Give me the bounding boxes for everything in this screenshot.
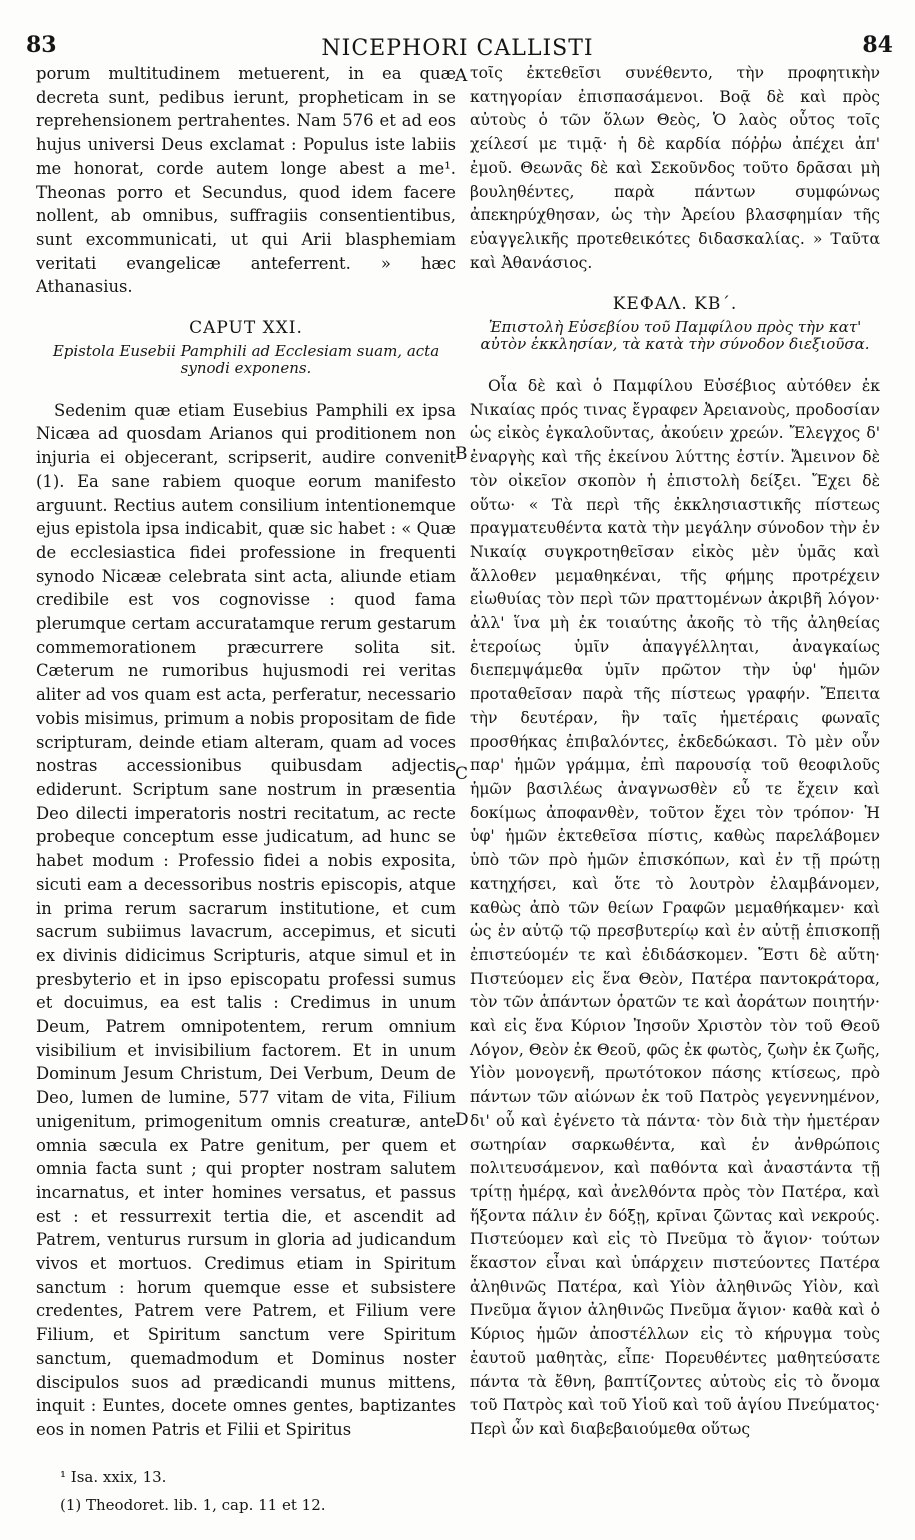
greek-column [470,62,880,1442]
greek-chapter-heading: ΚΕΦΑΛ. ΚΒ΄. [612,294,738,315]
latin-chapter-heading: CAPUT XXI. [189,318,303,339]
greek-paragraph-1: τοῖς ἐκτεθεῖσι συνέθεντο, τὴν προφητικὴν κατηγορίαν ἐπισπασάμενοι. Βοᾷ δὲ καὶ πρὸς αὐτοὺς ὁ τῶν ὅλων Θεὸς, Ὁ λαὸς οὗτος τοῖς χείλεσί με τιμᾷ· ἡ δὲ καρδία πόῤῥω ἀπέχει ἀπ' ἐμοῦ. Θεωνᾶς δὲ καὶ Σεκοῦνδος τοῦτο δρᾶσαι μὴ βουληθέντες, παρὰ πάντων συμφώνως ἀπεκηρύχθησαν, ὡς τὴν Ἀρείου βλασφημίαν τῆς εὐαγγελικῆς προτεθεικότες διδασκαλίας. » Ταῦτα καὶ Ἀθανάσιος. [470,64,880,272]
margin-letter-d: D [455,1110,469,1130]
latin-chapter-summary: Epistola Eusebii Pamphili ad Ecclesiam suam, acta synodi exponens. [52,341,440,377]
greek-chapter-summary: Ἐπιστολὴ Εὐσεβίου τοῦ Παμφίλου πρὸς τὴν κατ' αὐτὸν ἐκκλησίαν, τὰ κατὰ τὴν σύνοδον διεξιοῦσα. [480,318,870,354]
latin-column [36,62,456,1442]
page-header [0,20,915,68]
margin-letter-a: A [455,66,468,86]
running-title: NICEPHORI CALLISTI [321,36,594,61]
page-number-right: 84 [862,32,893,58]
margin-letter-c: C [455,764,469,784]
latin-paragraph-1: porum multitudinem metuerent, in ea quæ decreta sunt, pedibus ierunt, propheticam in se reprehensionem pertrahentes. Nam 576 et ad eos hujus universi Deus exclamat : Populus iste labiis me honorat, corde autem longe abest a me¹. Theonas porro et Secundus, quod idem facere nollent, ab omnibus, suffragiis consentientibus, sunt excommunicati, ut qui Arii blasphemiam veritati evangelicæ anteferrent. » hæc Athanasius. [36,64,456,297]
page-number-left: 83 [26,32,57,58]
greek-paragraph-2: Οἷα δὲ καὶ ὁ Παμφίλου Εὐσέβιος αὐτόθεν ἐκ Νικαίας πρός τινας ἔγραφεν Ἀρειανοὺς, προδοσίαν ὡς εἰκὸς ἐγκαλοῦντας, ἀκούειν χρεών. Ἔλεγχος δ' ἐναργὴς καὶ τῆς ἐκείνου λύττης ἐστίν. Ἄμεινον δὲ τὸν οἰκεῖον σκοπὸν ἡ ἐπιστολὴ δείξει. Ἔχει δὲ οὕτω· « Τὰ περὶ τῆς ἐκκλησιαστικῆς πίστεως πραγματευθέντα κατὰ τὴν μεγάλην σύνοδον τὴν ἐν Νικαίᾳ συγκροτηθεῖσαν εἰκὸς μὲν ὑμᾶς καὶ ἄλλοθεν μεμαθηκέναι, τῆς φήμης προτρέχειν εἰωθυίας τὸν περὶ τῶν πραττομένων ἀκριβῆ λόγον· ἀλλ' ἵνα μὴ ἐκ τοιαύτης ἀκοῆς τὸ τῆς ἀληθείας ἑτεροίως ὑμῖν ἀπαγγέλληται, ἀναγκαίως διεπεμψάμεθα ὑμῖν πρῶτον τὴν ὑφ' ἡμῶν προταθεῖσαν παρὰ τῆς πίστεως γραφήν. Ἔπειτα τὴν δευτέραν, ἣν ταῖς ἡμετέραις φωναῖς προσθήκας ἐπιβαλόντες, ἐκδεδώκασι. Τὸ μὲν οὖν παρ' ἡμῶν γράμμα, ἐπὶ παρουσίᾳ τοῦ θεοφιλοῦς ἡμῶν βασιλέως ἀναγνωσθὲν εὖ τε ἔχειν καὶ δοκίμως ἀποφανθὲν, τοῦτον ἔχει τὸν τρόπον· Ἡ ὑφ' ἡμῶν ἐκτεθεῖσα πίστις, καθὼς παρελάβομεν ὑπὸ τῶν πρὸ ἡμῶν ἐπισκόπων, καὶ ἐν τῇ πρώτῃ κατηχήσει, καὶ ὅτε τὸ λουτρὸν ἐλαμβάνομεν, καθὼς ἀπὸ τῶν θείων Γραφῶν μεμαθήκαμεν· καὶ ὡς ἐν αὐτῷ τῷ πρεσβυτερίῳ καὶ ἐν αὐτῇ ἐπισκοπῇ ἐπιστεύομέν τε καὶ ἐδιδάσκομεν. Ἔστι δὲ αὕτη· Πιστεύομεν εἰς ἕνα Θεὸν, Πατέρα παντοκράτορα, τὸν τῶν ἁπάντων ὁρατῶν τε καὶ ἀοράτων ποιητήν· καὶ εἰς ἕνα Κύριον Ἰησοῦν Χριστὸν τὸν τοῦ Θεοῦ Λόγον, Θεὸν ἐκ Θεοῦ, φῶς ἐκ φωτὸς, ζωὴν ἐκ ζωῆς, Υἱὸν μονογενῆ, πρωτότοκον πάσης κτίσεως, πρὸ πάντων τῶν αἰώνων ἐκ τοῦ Πατρὸς γεγεννημένον, δι' οὗ καὶ ἐγένετο τὰ πάντα· τὸν διὰ τὴν ἡμετέραν σωτηρίαν σαρκωθέντα, καὶ ἐν ἀνθρώποις πολιτευσάμενον, καὶ παθόντα καὶ ἀναστάντα τῇ τρίτῃ ἡμέρᾳ, καὶ ἀνελθόντα πρὸς τὸν Πατέρα, καὶ ἥξοντα πάλιν ἐν δόξῃ, κρῖναι ζῶντας καὶ νεκρούς. Πιστεύομεν καὶ εἰς τὸ Πνεῦμα τὸ ἅγιον· τούτων ἕκαστον εἶναι καὶ ὑπάρχειν πιστεύοντες Πατέρα ἀληθινῶς Πατέρα, καὶ Υἱὸν ἀληθινῶς Υἱὸν, καὶ Πνεῦμα ἅγιον ἀληθινῶς Πνεῦμα ἅγιον· καθὰ καὶ ὁ Κύριος ἡμῶν ἀποστέλλων εἰς τὸ κήρυγμα τοὺς ἑαυτοῦ μαθητὰς, εἶπε· Πορευθέντες μαθητεύσατε πάντα τὰ ἔθνη, βαπτίζοντες αὐτοὺς εἰς τὸ ὄνομα τοῦ Πατρὸς καὶ τοῦ Υἱοῦ καὶ τοῦ ἁγίου Πνεύματος· Περὶ ὧν καὶ διαβεβαιούμεθα οὕτως [470,377,880,1438]
footnote-2: (1) Theodoret. lib. 1, cap. 11 et 12. [60,1496,326,1514]
latin-paragraph-2: Sedenim quæ etiam Eusebius Pamphili ex ipsa Nicæa ad quosdam Arianos qui proditionem non injuria ei objecerant, scripserit, audire convenit (1). Ea sane rabiem quoque eorum manifesto arguunt. Rectius autem consilium intentionemque ejus epistola ipsa indicabit, quæ sic habet : « Quæ de ecclesiastica fidei professione in frequenti synodo Nicææ celebrata sint acta, aliunde etiam credibile est vos cognovisse : quod fama plerumque certam accuratamque rerum gestarum commemorationem præcurrere solita sit. Cæterum ne rumoribus hujusmodi rei veritas aliter ad vos quam est acta, perferatur, necessario vobis misimus, primum a nobis propositam de fide scripturam, deinde etiam alteram, quam ad voces nostras accessionibus quibusdam adjectis ediderunt. Scriptum sane nostrum in præsentia Deo dilecti imperatoris nostri recitatum, ac recte probeque conceptum esse judicatum, ad hunc se habet modum : Professio fidei a nobis exposita, sicuti eam a decessoribus nostris episcopis, atque in prima rerum sacrarum institutione, et cum sacrum subiimus lavacrum, accepimus, et sicuti ex divinis didicimus Scripturis, atque simul et in presbyterio et in ipso episcopatu professi sumus et docuimus, ea est talis : Credimus in unum Deum, Patrem omnipotentem, rerum omnium visibilium et invisibilium factorem. Et in unum Dominum Jesum Christum, Dei Verbum, Deum de Deo, lumen de lumine, 577 vitam de vita, Filium unigenitum, primogenitum omnis creaturæ, ante omnia sæcula ex Patre genitum, per quem et omnia facta sunt ; qui propter nostram salutem incarnatus, et inter homines versatus, et passus est : et ressurrexit tertia die, et ascendit ad Patrem, venturus rursum in gloria ad judicandum vivos et mortuos. Credimus etiam in Spiritum sanctum : horum quemque esse et subsistere credentes, Patrem vere Patrem, et Filium vere Filium, et Spiritum sanctum vere Spiritum sanctum, quemadmodum et Dominus noster discipulos suos ad prædicandi munus mittens, inquit : Euntes, docete omnes gentes, baptizantes eos in nomen Patris et Filii et Spiritus [36,400,456,1439]
footnote-1: ¹ Isa. xxix, 13. [60,1468,167,1486]
margin-letter-b: B [455,444,468,464]
